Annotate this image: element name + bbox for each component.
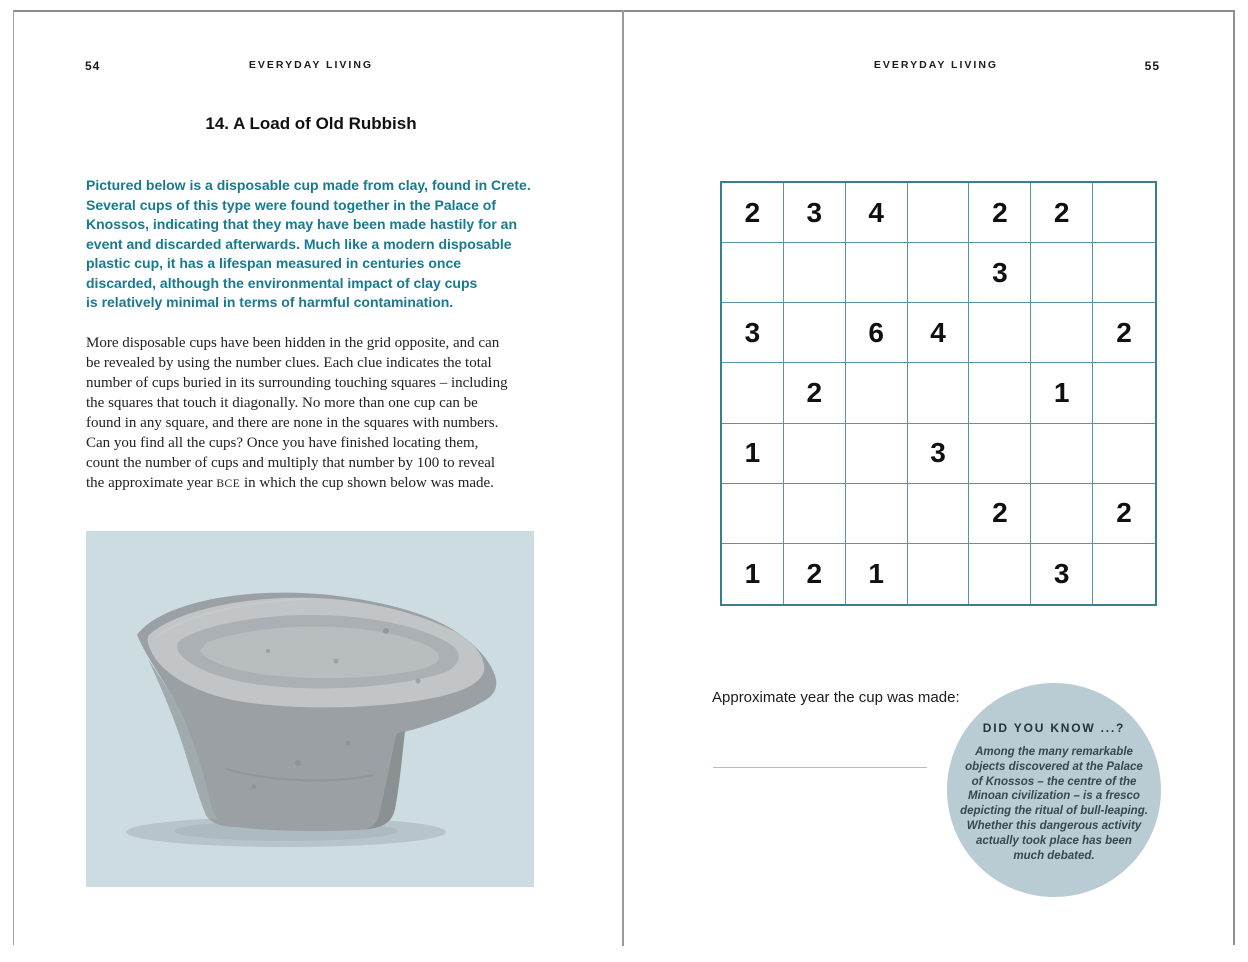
- grid-cell: [969, 544, 1031, 604]
- text-line: much debated.: [1013, 849, 1095, 862]
- running-head-right: EVERYDAY LIVING: [873, 59, 999, 71]
- grid-cell: [846, 484, 908, 544]
- text-line: of Knossos – the centre of the: [971, 775, 1137, 788]
- grid-cell: 3: [722, 303, 784, 363]
- text-line: Several cups of this type were found together in the Palace of: [86, 196, 496, 213]
- grid-cell: [1093, 544, 1155, 604]
- grid-cell: 2: [969, 484, 1031, 544]
- text-line: More disposable cups have been hidden in the grid opposite, and can: [86, 335, 500, 351]
- grid-cell: [908, 544, 970, 604]
- grid-cell: 3: [969, 243, 1031, 303]
- grid-cell: [1031, 243, 1093, 303]
- answer-label: Approximate year the cup was made:: [712, 689, 960, 706]
- did-you-know-text: [947, 745, 1161, 863]
- scan-border-right: [1233, 10, 1235, 945]
- text-line: plastic cup, it has a lifespan measured in centuries once: [86, 255, 462, 271]
- text-line: Whether this dangerous activity: [966, 819, 1142, 832]
- instructions-last-line: the approximate year BCE in which the cup shown below was made.: [86, 475, 494, 491]
- grid-cell: [846, 424, 908, 484]
- grid-cell: 4: [846, 183, 908, 243]
- intro-paragraph: [86, 176, 566, 313]
- grid-cell: 2: [784, 363, 846, 423]
- grid-cell: [1031, 484, 1093, 544]
- spread-divider: [622, 10, 624, 946]
- grid-cell: [1031, 303, 1093, 363]
- text-line: count the number of cups and multiply that number by 100 to reveal: [86, 455, 496, 471]
- grid-cell: 3: [784, 183, 846, 243]
- grid-cell: [969, 363, 1031, 423]
- text-line: be revealed by using the number clues. Each clue indicates the total: [86, 355, 492, 371]
- text-line: Minoan civilization – is a fresco: [968, 790, 1140, 803]
- grid-cell: 4: [908, 303, 970, 363]
- text-line: the squares that touch it diagonally. No more than one cup can be: [86, 395, 478, 411]
- grid-cell: [908, 484, 970, 544]
- text-line: depicting the ritual of bull-leaping.: [960, 805, 1148, 818]
- grid-cell: 1: [846, 544, 908, 604]
- grid-cell: 1: [722, 544, 784, 604]
- text-line: event and discarded afterwards. Much like a modern disposable: [86, 235, 512, 252]
- text-line: found in any square, and there are none in the squares with numbers.: [86, 415, 499, 431]
- grid-cell: 2: [722, 183, 784, 243]
- grid-cell: [908, 183, 970, 243]
- text-line: objects discovered at the Palace: [965, 760, 1143, 773]
- scan-border-top: [13, 10, 1235, 12]
- grid-cell: [722, 363, 784, 423]
- cup-photo: [86, 531, 534, 887]
- grid-cell: [784, 303, 846, 363]
- grid-cell: [1093, 363, 1155, 423]
- page-number-left: 54: [85, 59, 101, 73]
- grid-cell: 2: [1093, 484, 1155, 544]
- grid-cell: [846, 243, 908, 303]
- text-line: Among the many remarkable: [975, 746, 1133, 758]
- page-number-right: 55: [1144, 59, 1160, 73]
- puzzle-title: 14. A Load of Old Rubbish: [205, 114, 417, 133]
- text-line: Pictured below is a disposable cup made from clay, found in Crete.: [86, 177, 531, 193]
- text-line: Knossos, indicating that they may have been made hastily for an: [86, 216, 517, 232]
- bce-smallcaps: BCE: [216, 478, 241, 490]
- text-line: discarded, although the environmental impact of clay cups: [86, 274, 478, 291]
- grid-cell: [722, 484, 784, 544]
- grid-cell: [969, 424, 1031, 484]
- grid-cell: [846, 363, 908, 423]
- grid-cell: 2: [1031, 183, 1093, 243]
- grid-cell: [1093, 243, 1155, 303]
- grid-cell: 3: [1031, 544, 1093, 604]
- grid-cell: [784, 424, 846, 484]
- grid-cell: [722, 243, 784, 303]
- text-line: Can you find all the cups? Once you have finished locating them,: [86, 435, 479, 451]
- grid-cell: 2: [1093, 303, 1155, 363]
- grid-cell: 3: [908, 424, 970, 484]
- running-head-left: EVERYDAY LIVING: [248, 59, 374, 71]
- did-you-know-heading: DID YOU KNOW ...?: [982, 721, 1126, 735]
- grid-cell: [908, 243, 970, 303]
- grid-cell: 2: [969, 183, 1031, 243]
- text-line: is relatively minimal in terms of harmful contamination.: [86, 294, 454, 310]
- grid-cell: [1093, 183, 1155, 243]
- scan-border-left: [13, 10, 14, 945]
- did-you-know-circle: [947, 683, 1161, 897]
- text-line: actually took place has been: [976, 834, 1132, 847]
- grid-cell: 2: [784, 544, 846, 604]
- grid-cell: [784, 484, 846, 544]
- grid-cell: [908, 363, 970, 423]
- answer-write-in-line: [713, 767, 927, 768]
- instructions-lines: [86, 333, 576, 473]
- instructions-paragraph: [86, 333, 576, 494]
- grid-cell: [784, 243, 846, 303]
- grid-cell: [1031, 424, 1093, 484]
- grid-cell: 1: [1031, 363, 1093, 423]
- grid-cell: 1: [722, 424, 784, 484]
- grid-cell: [1093, 424, 1155, 484]
- grid-cell: [969, 303, 1031, 363]
- cup-illustration: [86, 531, 534, 887]
- grid-cell: 6: [846, 303, 908, 363]
- puzzle-grid: [720, 181, 1157, 606]
- text-line: number of cups buried in its surrounding touching squares – including: [86, 375, 508, 391]
